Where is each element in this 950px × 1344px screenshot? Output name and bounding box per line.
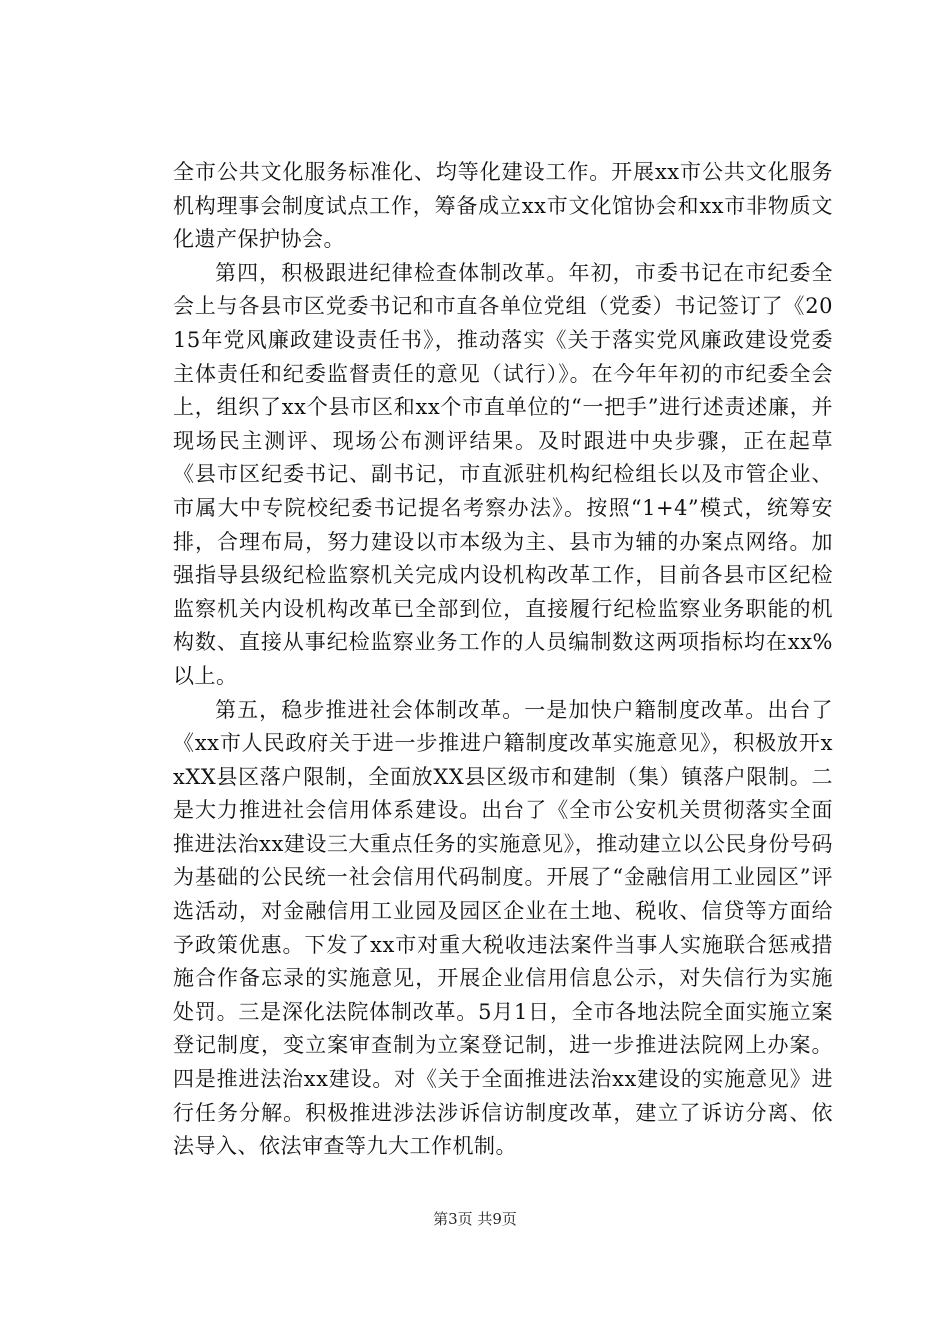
paragraph-social-reform: 第五，稳步推进社会体制改革。一是加快户籍制度改革。出台了《xx市人民政府关于进一步推进户籍制度改革实施意见》，积极放开xxXX县区落户限制，全面放XX县区级市和建制（集）镇落户限制。二是大力推进社会信用体系建设。出台了《全市公安机关贯彻落实全面推进法治xx建设三大重点任务的实施意见》，推动建立以公民身份号码为基础的公民统一社会信用代码制度。开展了“金融信用工业园区”评选活动，对金融信用工业园及园区企业在土地、税收、信贷等方面给予政策优惠。下发了xx市对重大税收违法案件当事人实施联合惩戒措施合作备忘录的实施意见，开展企业信用信息公示，对失信行为实施处罚。三是深化法院体制改革。5月1日，全市各地法院全面实施立案登记制度，变立案审查制为立案登记制，进一步推进法院网上办案。四是推进法治xx建设。对《关于全面推进法治xx建设的实施意见》进行任务分解。积极推进涉法涉诉信访制度改革，建立了诉访分离、依法导入、依法审查等九大工作机制。 [173,697,833,1159]
document-body [173,156,833,1164]
page-footer: 第3页 共9页 [433,1210,517,1228]
paragraph-discipline-reform: 第四，积极跟进纪律检查体制改革。年初，市委书记在市纪委全会上与各县市区党委书记和市直各单位党组（党委）书记签订了《2015年党风廉政建设责任书》，推动落实《关于落实党风廉政建设党委主体责任和纪委监督责任的意见（试行）》。在今年年初的市纪委全会上，组织了xx个县市区和xx个市直单位的“一把手”进行述责述廉，并现场民主测评、现场公布测评结果。及时跟进中央步骤，正在起草《县市区纪委书记、副书记，市直派驻机构纪检组长以及市管企业、市属大中专院校纪委书记提名考察办法》。按照“1+4”模式，统筹安排，合理布局，努力建设以市本级为主、县市为辅的办案点网络。加强指导县级纪检监察机关完成内设机构改革工作，目前各县市区纪检监察机关内设机构改革已全部到位，直接履行纪检监察业务职能的机构数、直接从事纪检监察业务工作的人员编制数这两项指标均在xx%以上。 [173,260,833,688]
paragraph-continuation: 全市公共文化服务标准化、均等化建设工作。开展xx市公共文化服务机构理事会制度试点工作，筹备成立xx市文化馆协会和xx市非物质文化遗产保护协会。 [173,160,833,252]
